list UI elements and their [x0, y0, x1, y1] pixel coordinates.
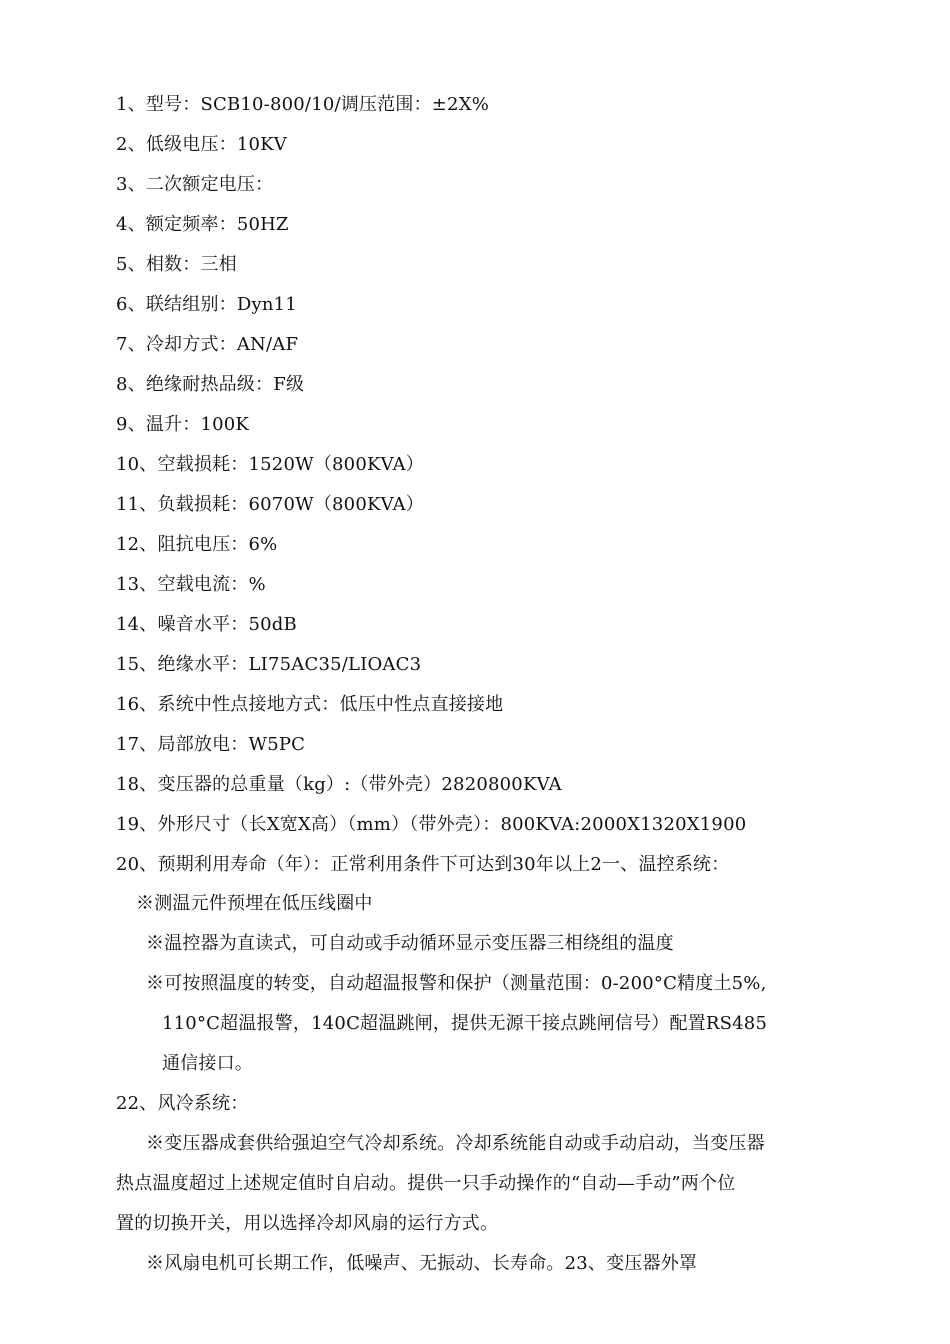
spec-item-weight: 18、变压器的总重量（kg）:（带外壳）2820800KVA [116, 774, 562, 795]
spec-item-frequency: 4、额定频率：50HZ [116, 214, 289, 235]
spec-item-secondary-voltage: 3、二次额定电压： [116, 174, 274, 195]
spec-item-cooling: 7、冷却方式：AN/AF [116, 334, 299, 355]
temp-control-item-cont: 通信接口。 [162, 1053, 253, 1074]
temp-control-item: ※温控器为直读式，可自动或手动循环显示变压器三相绕组的温度 [146, 933, 674, 954]
fan-cooling-paragraph: ※风扇电机可长期工作，低噪声、无振动、长寿命。23、变压器外罩 [146, 1253, 698, 1274]
spec-item-no-load-current: 13、空载电流：% [116, 574, 266, 595]
spec-item-insulation-class: 8、绝缘耐热品级：F级 [116, 374, 305, 395]
spec-item-temp-rise: 9、温升：100K [116, 414, 250, 435]
spec-item-partial-discharge: 17、局部放电：W5PC [116, 734, 306, 755]
spec-item-no-load-loss: 10、空载损耗：1520W（800KVA） [116, 454, 424, 475]
spec-item-model: 1、型号：SCB10-800/10/调压范围：±2X% [116, 94, 490, 115]
spec-item-impedance: 12、阻抗电压：6% [116, 534, 278, 555]
temp-control-item: ※测温元件预埋在低压线圈中 [136, 893, 373, 914]
spec-item-load-loss: 11、负载损耗：6070W（800KVA） [116, 494, 424, 515]
spec-item-vector-group: 6、联结组别：Dyn11 [116, 294, 297, 315]
spec-item-service-life: 20、预期利用寿命（年）：正常利用条件下可达到30年以上2一、温控系统： [116, 854, 730, 875]
spec-item-voltage: 2、低级电压：10KV [116, 134, 288, 155]
fan-cooling-paragraph: ※变压器成套供给强迫空气冷却系统。冷却系统能自动或手动启动，当变压器 [146, 1133, 765, 1154]
fan-cooling-paragraph-cont: 置的切换开关，用以选择冷却风扇的运行方式。 [116, 1213, 499, 1234]
spec-item-noise: 14、噪音水平：50dB [116, 614, 297, 635]
spec-item-phases: 5、相数：三相 [116, 254, 237, 275]
fan-cooling-paragraph-cont: 热点温度超过上述规定值时自启动。提供一只手动操作的“自动—手动”两个位 [116, 1173, 736, 1194]
spec-item-grounding: 16、系统中性点接地方式：低压中性点直接接地 [116, 694, 504, 715]
temp-control-item: ※可按照温度的转变，自动超温报警和保护（测量范围：0-200°C精度土5%, [146, 973, 767, 994]
fan-cooling-heading: 22、风冷系统： [116, 1093, 249, 1114]
spec-item-insulation-level: 15、绝缘水平：LI75AC35/LIOAC3 [116, 654, 422, 675]
spec-item-dimensions: 19、外形尺寸（长X宽X高）（mm）（带外壳）：800KVA:2000X1320X1900 [116, 814, 747, 835]
temp-control-item-cont: 110°C超温报警，140C超温跳闸，提供无源干接点跳闸信号）配置RS485 [162, 1013, 768, 1034]
